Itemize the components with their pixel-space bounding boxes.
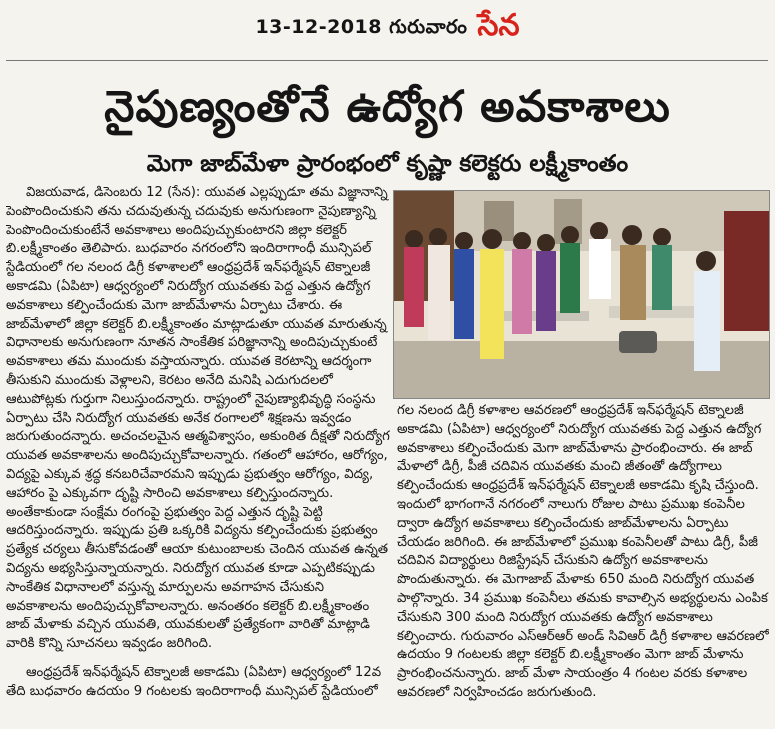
event-photo (393, 190, 770, 399)
issue-date: 13-12-2018 గురువారం (255, 15, 468, 38)
job-mela-photo-illustration (394, 191, 769, 398)
article-column-right (397, 402, 769, 724)
article-paragraph: ఆంధ్రప్రదేశ్ ఇన్‌ఫర్మేషన్ టెక్నాలజీ అకాడమి (ఏపిటా) ఆధ్వర్యంలో 12వ తేది బుధవారం ఉదయం 9 గంటలకు ఇందిరాగాంధీ మున్సిపల్ స్టేడియంలో (6, 664, 382, 699)
article-column-left (6, 184, 390, 724)
article-paragraph: విజయవాడ, డిసెంబరు 12 (సేన): యువత ఎల్లప్పుడూ తమ విజ్ఞానాన్ని పెంపొందించుకుని తను చదువుతున్న చదువుకు అనుగుణంగా నైపుణ్యాన్ని పెంపొందించుకుంటేనే అవకాశాలు అందిపుచ్చుకుంటారని జిల్లా కలెక్టర్ బి.లక్ష్మీకాంతం తెలిపారు. బుధవారం నగరంలోని ఇందిరాగాంధీ మున్సిపల్ స్టేడియంలో గల నలంద డిగ్రీ కళాశాలలో ఆంధ్రప్రదేశ్ ఇన్‌ఫర్మేషన్ టెక్నాలజీ అకాడమి (ఏపిటా) ఆధ్వర్యంలో నిరుద్యోగ యువతకు పెద్ద ఎత్తున ఉద్యోగ అవకాశాలు కల్పించేందుకు మెగా జాబ్‌మేళాను ఏర్పాటు చేశారు. ఈ జాబ్‌మేళాలో జిల్లా కలెక్టర్ బి.లక్ష్మీకాంతం మాట్లాడుతూ యువత మారుతున్న విధానాలకు అనుగుణంగా నూతన సాంకేతిక పరిజ్ఞానాన్ని అందిపుచ్చుకుంటే అవకాశాలు తమ ముందుకు వస్తాయన్నారు. యువత కెరటాన్ని ఆదర్శంగా తీసుకుని ముందుకు వెళ్లాలని, కెరటం అనేది మనిషి ఎదుగుదలలో ఆటుపోట్లకు గుర్తుగా నిలుస్తుందన్నారు. రాష్ట్రంలో నైపుణ్యాభివృద్ధి సంస్థను ఏర్పాటు చేసి నిరుద్యోగ యువతకు అనేక రంగాలలో శిక్షణను ఇవ్వడం జరుగుతుందన్నారు. అచంచలమైన ఆత్మవిశ్వాసం, అకుంఠిత దీక్షతో నిరుద్యోగ యువత అవకాశాలను అందిపుచ్చుకోవాలన్నారు. గతంలో ఆహారం, ఆరోగ్యం, విద్యపై ఎక్కువ శ్రద్ధ కనబరిచేవారమని ఇప్పుడు ప్రభుత్వం ఆరోగ్యం, విద్య, ఆహారం పై ఎక్కువగా దృష్టి సారించి అవకాశాలు కల్పిస్తుందన్నారు. అంతేకాకుండా సంక్షేమ రంగంపై ప్రభుత్వం పెద్ద ఎత్తున దృష్టి పెట్టి ఆదరిస్తుందన్నారు. ఇప్పుడు ప్రతి ఒక్కరికి విద్యను కల్పించేందుకు ప్రభుత్వం ప్రత్యేక చర్యలు తీసుకోవడంతో ఆయా కుటుంబాలకు చెందిన యువత ఉన్నత విద్యను అభ్యసిస్తున్నాయన్నారు. నిరుద్యోగ యువత కూడా ఎప్పటికప్పుడు సాంకేతిక విధానాలలో వస్తున్న మార్పులను అవగాహన చేసుకుని అవకాశాలను అందిపుచ్చుకోవాలన్నారు. అనంతరం కలెక్టర్ బి.లక్ష్మీకాంతం జాబ్ మేళాకు వచ్చిన యువతి, యువకులతో ప్రత్యేకంగా వారితో మాట్లాడి వారికి కొన్ని సూచనలు ఇవ్వడం జరిగింది. (6, 185, 390, 652)
newspaper-logo: సేన (477, 8, 520, 43)
headline: నైపుణ్యంతోనే ఉద్యోగ అవకాశాలు (104, 82, 671, 132)
masthead-divider (6, 60, 768, 61)
masthead (0, 0, 775, 58)
subheadline: మెగా జాబ్‌మేళా ప్రారంభంలో కృష్ణా కలెక్టరు లక్ష్మీకాంతం (146, 151, 629, 177)
article-paragraph: గల నలంద డిగ్రీ కళాశాల ఆవరణలో ఆంధ్రప్రదేశ్ ఇన్‌ఫర్మేషన్ టెక్నాలజీ అకాడమి (ఏపిటా) ఆధ్వర్యంలో నిరుద్యోగ యువతకు పెద్ద ఎత్తున ఉద్యోగ అవకాశాలు కల్పించేందుకు మెగా జాబ్‌మేళాను ప్రారంభించారు. ఈ జాబ్ మేళాలో డిగ్రీ, పీజీ చదివిన యువతకు మంచి జీతంతో ఉద్యోగాలు కల్పించేందుకు ఆంధ్రప్రదేశ్ ఇన్‌ఫర్మేషన్ టెక్నాలజీ అకాడమి కృషి చేస్తుంది. ఇందులో భాగంగానే నగరంలో నాలుగు రోజుల పాటు ప్రముఖ కంపెనీల ద్వారా ఉద్యోగ అవకాశాలు కల్పించేందుకు జాబ్‌మేళాలను ఏర్పాటు చేయడం జరిగింది. ఈ జాబ్‌మేళాలో ప్రముఖ కంపెనీలతో పాటు డిగ్రీ, పీజీ చదివిన విద్యార్థులు రిజిస్ట్రేషన్ చేసుకుని ఉద్యోగ అవకాశాలను పొందుతున్నారు. ఈ మెగాజాబ్ మేళాకు 650 మంది నిరుద్యోగ యువత పాల్గొన్నారు. 34 ప్రముఖ కంపెనీలు తమకు కావాల్సిన అభ్యర్థులను ఎంపిక చేసుకుని 300 మంది నిరుద్యోగ యువతకు ఉద్యోగ అవకాశాలు కల్పించారు. గురువారం ఎస్ఆర్ఆర్ అండ్ సివిఆర్ డిగ్రీ కళాశాల ఆవరణలో ఉదయం 9 గంటలకు జిల్లా కలెక్టర్ బి.లక్ష్మీకాంతం మెగా జాబ్ మేళాను ప్రారంభించనున్నారు. జాబ్ మేళా సాయంత్రం 4 గంటల వరకు కళాశాల ఆవరణలో నిర్వహించడం జరుగుతుంది. (397, 403, 769, 700)
